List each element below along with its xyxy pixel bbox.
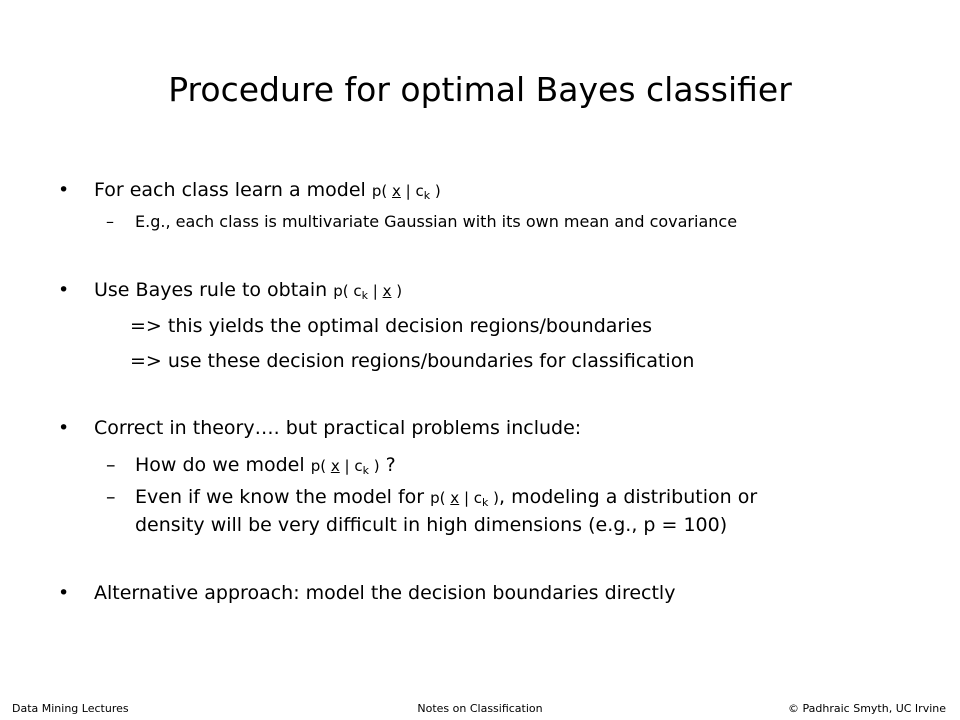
- bullet-2-line-3: => use these decision regions/boundaries for classification: [130, 350, 695, 372]
- bullet-marker-4: •: [58, 582, 70, 604]
- bullet-3-sub-2-line-2: density will be very difficult in high dimensions (e.g., p = 100): [135, 514, 728, 536]
- bullet-3-sub-1-math: p( x | $c_k$ ): [310, 457, 380, 477]
- bullet-4: Alternative approach: model the decision boundaries directly: [94, 582, 676, 604]
- sub-dash-2: –: [106, 454, 116, 476]
- bullet-marker-2: •: [58, 279, 70, 301]
- bullet-3-sub-2: Even if we know the model for p( x | $c_k$ ), modeling a distribution or: [135, 486, 758, 509]
- bullet-1-sub-1: E.g., each class is multivariate Gaussian with its own mean and covariance: [135, 212, 738, 231]
- footer-left: Data Mining Lectures: [12, 702, 129, 715]
- bullet-2-line-2: => this yields the optimal decision regions/boundaries: [130, 315, 653, 337]
- slide-title: Procedure for optimal Bayes classifier: [168, 70, 792, 109]
- sub-dash-1: –: [106, 212, 114, 231]
- footer-center: Notes on Classification: [417, 702, 543, 715]
- sub-dash-3: –: [106, 486, 116, 508]
- bullet-2-text: Use Bayes rule to obtain: [94, 279, 334, 301]
- bullet-3-sub-2-math: p( x | $c_k$ ): [430, 489, 500, 509]
- bullet-marker-3: •: [58, 417, 70, 439]
- bullet-1: [94, 177, 441, 206]
- footer-right: © Padhraic Smyth, UC Irvine: [788, 702, 946, 715]
- bullet-marker-1: •: [58, 179, 70, 201]
- bullet-1-text: For each class learn a model: [94, 179, 372, 201]
- bullet-3-sub-1: How do we model p( x | $c_k$ ) ?: [135, 454, 396, 477]
- bullet-2: [94, 277, 402, 306]
- bullet-1-math: p( x | $c_k$ ): [371, 182, 441, 202]
- bullet-3: Correct in theory…. but practical problems include:: [94, 417, 582, 439]
- bullet-2-math: p( $c_k$ | x ): [333, 282, 403, 302]
